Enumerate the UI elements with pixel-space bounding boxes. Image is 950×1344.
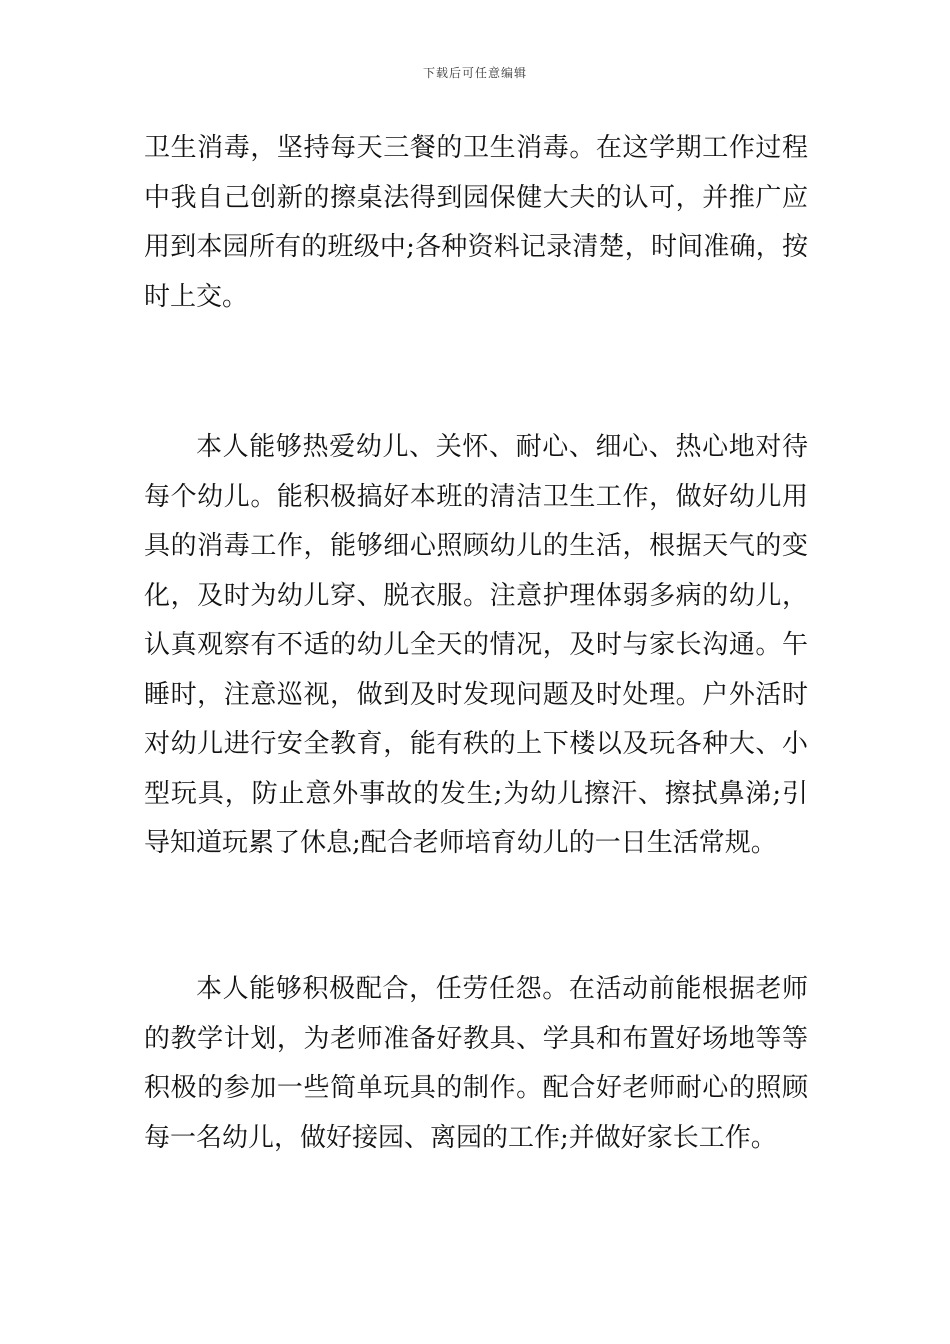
page-header: 下载后可任意编辑 bbox=[422, 66, 527, 80]
paragraph-2: 本人能够热爱幼儿、关怀、耐心、细心、热心地对待每个幼儿。能积极搞好本班的清洁卫生工作，做好幼儿用具的消毒工作，能够细心照顾幼儿的生活，根据天气的变化，及时为幼儿穿、脱衣服。注意护理体弱多病的幼儿，认真观察有不适的幼儿全天的情况，及时与家长沟通。午睡时，注意巡视，做到及时发现问题及时处理。户外活时对幼儿进行安全教育，能有秩的上下楼以及玩各种大、小型玩具，防止意外事故的发生;为幼儿擦汗、擦拭鼻涕;引导知道玩累了休息;配合老师培育幼儿的一日生活常规。 bbox=[144, 432, 808, 858]
paragraph-3: 本人能够积极配合，任劳任怨。在活动前能根据老师的教学计划，为老师准备好教具、学具和布置好场地等等积极的参加一些简单玩具的制作。配合好老师耐心的照顾每一名幼儿，做好接园、离园的工作;并做好家长工作。 bbox=[144, 974, 808, 1153]
paragraph-1: 卫生消毒，坚持每天三餐的卫生消毒。在这学期工作过程中我自己创新的擦桌法得到园保健大夫的认可，并推广应用到本园所有的班级中;各种资料记录清楚，时间准确，按时上交。 bbox=[144, 133, 808, 312]
